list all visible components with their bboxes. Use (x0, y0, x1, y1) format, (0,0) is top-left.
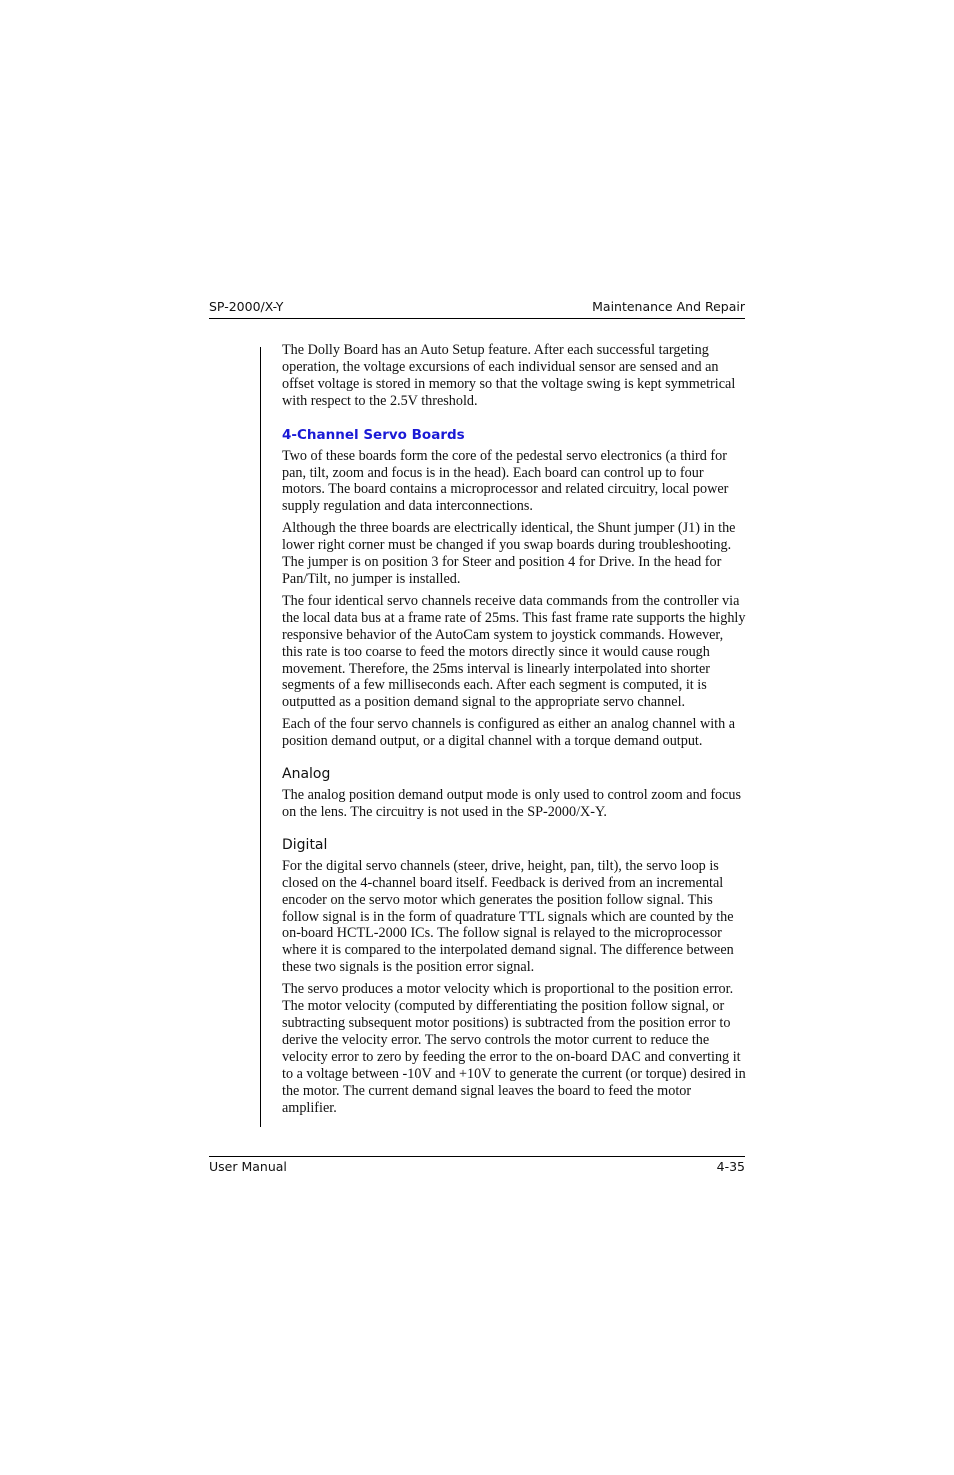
servo-paragraph-3: The four identical servo channels receive data commands from the controller via the local data bus at a frame rate of 25ms. This fast frame rate supports the highly responsive behavior of the AutoCam system to joystick commands. However, this rate is too coarse to feed the motors directly since it would cause rough movement. Therefore, the 25ms interval is linearly interpolated into shorter segments of a few milliseconds each. After each segment is computed, it is outputted as a position demand signal to the appropriate servo channel. (282, 592, 746, 711)
servo-paragraph-1: Two of these boards form the core of the pedestal servo electronics (a third for pan, tilt, zoom and focus is in the head). Each board can control up to four motors. The board contains a microprocessor and related circuitry, local power supply regulation and data interconnections. (282, 447, 729, 515)
page-number: 4-35 (716, 1159, 745, 1174)
servo-paragraph-4: Each of the four servo channels is configured as either an analog channel with a position demand output, or a digital channel with a torque demand output. (282, 716, 736, 750)
main-content (282, 342, 746, 1121)
servo-paragraph-2: Although the three boards are electrically identical, the Shunt jumper (J1) in the lower right corner must be changed if you swap boards during troubleshooting. The jumper is on position 3 for Steer and position 4 for Drive. In the head for Pan/Tilt, no jumper is installed. (282, 520, 736, 587)
header-chapter-title: Maintenance And Repair (592, 299, 745, 314)
digital-heading: Digital (282, 836, 328, 853)
analog-paragraph: The analog position demand output mode is only used to control zoom and focus on the lens. The circuitry is not used in the SP-2000/X-Y. (282, 787, 742, 820)
digital-paragraph-2: The servo produces a motor velocity which is proportional to the position error. The motor velocity (computed by differentiating the position follow signal, or subtracting subsequent motor positions) is subtracted from the position error to derive the velocity error. The servo controls the motor current to reduce the velocity error to zero by feeding the error to the on-board DAC and converting it to a voltage between -10V and +10V to generate the current (or torque) desired in the motor. The current demand signal leaves the board to feed the motor amplifier. (282, 981, 746, 1116)
page-header (209, 298, 745, 319)
servo-boards-heading: 4-Channel Servo Boards (282, 426, 465, 443)
intro-paragraph: The Dolly Board has an Auto Setup feature. After each successful targeting operation, the voltage excursions of each individual sensor are sensed and an offset voltage is stored in memory so that the voltage swing is kept symmetrical with respect to the 2.5V threshold. (282, 342, 736, 409)
page-footer (209, 1156, 745, 1177)
footer-document-name: User Manual (209, 1159, 287, 1174)
change-bar (260, 347, 261, 1127)
digital-paragraph-1: For the digital servo channels (steer, drive, height, pan, tilt), the servo loop is closed on the 4-channel board itself. Feedback is derived from an incremental encoder on the servo motor which generates the position follow signal. This follow signal is in the form of quadrature TTL signals which are counted by the on-board HCTL-2000 ICs. The follow signal is relayed to the microprocessor where it is compared to the interpolated demand signal. The difference between these two signals is the position error signal. (282, 857, 734, 976)
header-document-title: SP-2000/X-Y (209, 299, 284, 314)
analog-heading: Analog (282, 766, 331, 783)
